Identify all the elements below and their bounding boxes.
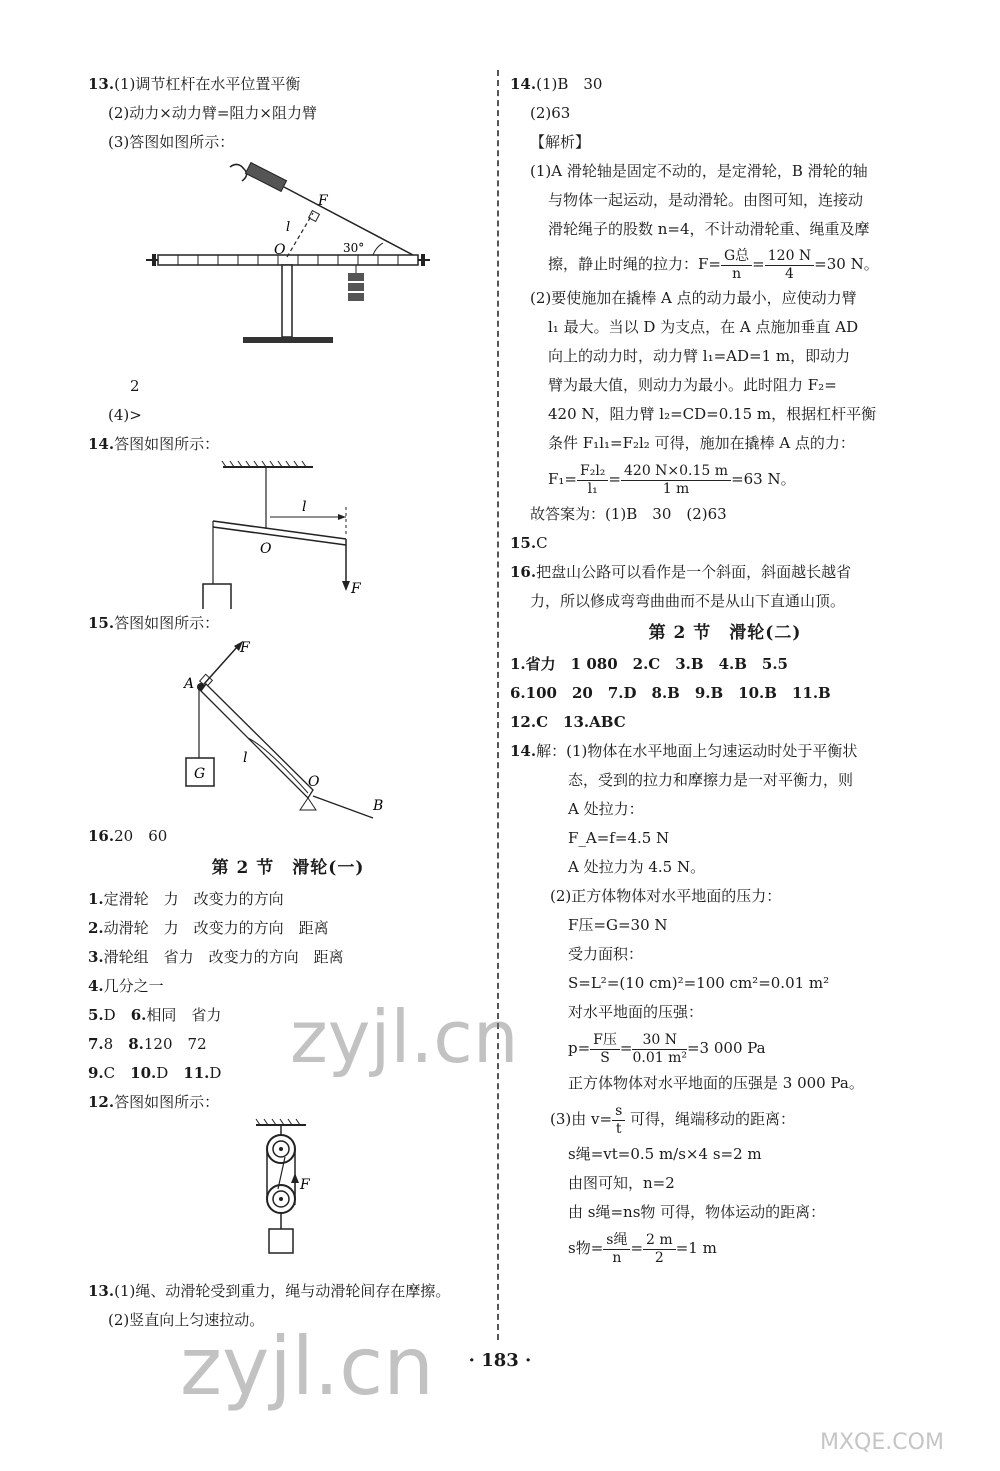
rq14b-p2-line4: S=L²=(10 cm)²=100 cm²=0.01 m²	[568, 974, 830, 992]
fraction: $\frac{\text{F₂l₂}}{\text{l₁}}$	[577, 463, 608, 498]
q15-label-B: B	[373, 798, 384, 814]
rq14-p1-line1: (1)A 滑轮轴是固定不动的，是定滑轮，B 滑轮的轴	[530, 162, 868, 180]
rq14b-line2: 态，受到的拉力和摩擦力是一对平衡力，则	[568, 771, 854, 789]
fraction: $\frac{s}{t}$	[612, 1103, 625, 1138]
fraction: $\frac{2 m}{2}$	[643, 1232, 676, 1267]
rq14-p2-line3: 向上的动力时，动力臂 l₁=AD=1 m，即动力	[548, 347, 851, 365]
s1-item-1: 1.定滑轮 力 改变力的方向	[88, 890, 284, 908]
section-title-pulley-2: 第 2 节 滑轮(二)	[648, 623, 802, 643]
s1-item-2: 2.动滑轮 力 改变力的方向 距离	[88, 919, 329, 937]
q14-label-l: l	[302, 499, 307, 515]
q15-diagram	[88, 638, 488, 822]
q15-figure	[88, 638, 488, 822]
section-title-pulley-1: 第 2 节 滑轮(一)	[211, 858, 365, 878]
rq14-p2-formula: F₁= $\frac{\text{F₂l₂}}{\text{l₁}}$ = $\frac{420 N\times 0.15 m}{1 m}$ =63 N。	[548, 462, 796, 497]
rq14b-p2-line5: 对水平地面的压强：	[568, 1003, 704, 1021]
q15-title: 15.答图如图所示：	[88, 614, 220, 632]
watermark-zyjl-2: zyjl.cn	[180, 1320, 434, 1413]
fraction: $\frac{120 N}{4}$	[765, 248, 814, 283]
pulley-label-F: F	[300, 1177, 310, 1193]
rq14-p2-line6: 条件 F₁l₁=F₂l₂ 可得，施加在撬棒 A 点的力：	[548, 434, 855, 452]
rq14b-pressure-conclusion: 正方体物体对水平地面的压强是 3 000 Pa。	[568, 1074, 864, 1092]
rq14b-line4: F_A=f=4.5 N	[568, 829, 670, 847]
rq14b-line3: A 处拉力：	[568, 800, 644, 818]
q16-answer: 16.20 60	[88, 827, 168, 845]
left-column	[88, 70, 488, 1335]
s1-item-9-11: 9.C 10.D 11.D	[88, 1064, 222, 1082]
rq14b-s1: s绳=vt=0.5 m/s×4 s=2 m	[568, 1145, 762, 1163]
rq14-p1-formula: 擦，静止时绳的拉力：F= $\frac{\text{G总}}{n}$ = $\frac{120 N}{4}$ =30 N。	[548, 247, 879, 282]
fraction: $\frac{\text{G总}}{n}$	[721, 248, 752, 283]
s1-item-3: 3.滑轮组 省力 改变力的方向 距离	[88, 948, 344, 966]
q13-after-figure: 2	[130, 377, 140, 395]
fraction: $\frac{\text{s绳}}{n}$	[603, 1232, 630, 1267]
rq14-p1-line3: 滑轮绳子的股数 n=4，不计动滑轮重、绳重及摩	[548, 220, 870, 238]
label-O: O	[274, 242, 286, 258]
q15-label-l: l	[243, 750, 248, 766]
q13-line1: 13.(1)调节杠杆在水平位置平衡	[88, 75, 301, 93]
watermark-zyjl-1: zyjl.cn	[290, 995, 519, 1079]
rq14b-s4-formula: s物= $\frac{\text{s绳}}{n}$ = $\frac{2 m}{2}$ =1 m	[568, 1231, 717, 1266]
rq14b-pressure-formula: p= $\frac{\text{F压}}{S}$ = $\frac{30 N}{\text{0.01 m²}}$ =3 000 Pa	[568, 1031, 766, 1066]
page-number: · 183 ·	[468, 1350, 532, 1371]
fraction: $\frac{420 N\times 0.15 m}{1 m}$	[621, 463, 731, 498]
rq14b-s3: 由 s绳=ns物 可得，物体运动的距离：	[568, 1203, 826, 1221]
label-l: l	[286, 220, 291, 235]
pulley-figure	[88, 1117, 488, 1277]
lever-diagram	[88, 157, 488, 372]
s2-line1: 1.省力 1 080 2.C 3.B 4.B 5.5	[510, 655, 788, 673]
s1-item-7-8: 7.8 8.120 72	[88, 1035, 207, 1053]
q14-figure	[88, 459, 488, 609]
label-F: F	[318, 193, 328, 209]
rq14b-p2-line2: F压=G=30 N	[568, 916, 668, 934]
lever-figure	[88, 157, 488, 372]
q14-label-O: O	[260, 541, 272, 557]
label-angle: 30°	[343, 241, 365, 255]
q15-label-G: G	[194, 766, 206, 782]
s1-item-4: 4.几分之一	[88, 977, 164, 995]
q12-title: 12.答图如图所示：	[88, 1093, 220, 1111]
q13b-line1: 13.(1)绳、动滑轮受到重力，绳与动滑轮间存在摩擦。	[88, 1282, 451, 1300]
rq14b-s2: 由图可知，n=2	[568, 1174, 675, 1192]
rq14-p2-line4: 臂为最大值，则动力为最小。此时阻力 F₂=	[548, 376, 837, 394]
rq14-line1: 14.(1)B 30	[510, 75, 603, 93]
q13-line2: (2)动力×动力臂=阻力×阻力臂	[108, 104, 317, 122]
rq14-p2-line2: l₁ 最大。当以 D 为支点，在 A 点施加垂直 AD	[548, 318, 859, 336]
q14-diagram	[88, 459, 488, 609]
fraction: $\frac{30 N}{\text{0.01 m²}}$	[632, 1031, 687, 1066]
s1-item-5-6: 5.D 6.相同 省力	[88, 1006, 222, 1024]
s2-line2: 6.100 20 7.D 8.B 9.B 10.B 11.B	[510, 684, 831, 702]
q13b-line2: (2)竖直向上匀速拉动。	[108, 1311, 265, 1329]
rq14b-line1: 14.解：(1)物体在水平地面上匀速运动时处于平衡状	[510, 742, 858, 760]
rq14b-line5: A 处拉力为 4.5 N。	[568, 858, 706, 876]
rq14b-p2-line1: (2)正方体物体对水平地面的压力：	[550, 887, 782, 905]
pulley-diagram	[88, 1117, 488, 1277]
q15-label-F: F	[240, 640, 250, 656]
q14-label-F: F	[351, 581, 361, 597]
q15-label-A: A	[184, 676, 195, 692]
rq14-p1-line2: 与物体一起运动，是动滑轮。由图可知，连接动	[548, 191, 864, 209]
q14-title: 14.答图如图所示：	[88, 435, 220, 453]
q15-label-O: O	[308, 774, 320, 790]
rq16-line1: 16.把盘山公路可以看作是一个斜面，斜面越长越省	[510, 563, 852, 581]
rq14-p2-line5: 420 N，阻力臂 l₂=CD=0.15 m，根据杠杆平衡	[548, 405, 877, 423]
rq14b-p3-line1: (3)由 v= $\frac{s}{t}$ 可得，绳端移动的距离：	[550, 1102, 796, 1137]
rq14b-p2-line3: 受力面积：	[568, 945, 644, 963]
q13-line3: (3)答图如图所示：	[108, 133, 235, 151]
fraction: $\frac{\text{F压}}{S}$	[590, 1032, 620, 1067]
s2-line3: 12.C 13.ABC	[510, 713, 626, 731]
rq16-line2: 力，所以修成弯弯曲曲而不是从山下直通山顶。	[530, 592, 846, 610]
rq14-line2: (2)63	[530, 104, 571, 122]
q13-line4: (4)>	[108, 406, 142, 424]
right-column	[510, 70, 940, 1269]
rq14-analysis-label: 【解析】	[530, 133, 591, 151]
rq15: 15.C	[510, 534, 548, 552]
rq14-final-answer: 故答案为：(1)B 30 (2)63	[530, 505, 727, 523]
rq14-p2-line1: (2)要使施加在撬棒 A 点的动力最小，应使动力臂	[530, 289, 857, 307]
watermark-corner: MXQE.COM	[820, 1430, 944, 1455]
column-divider	[497, 70, 499, 1340]
